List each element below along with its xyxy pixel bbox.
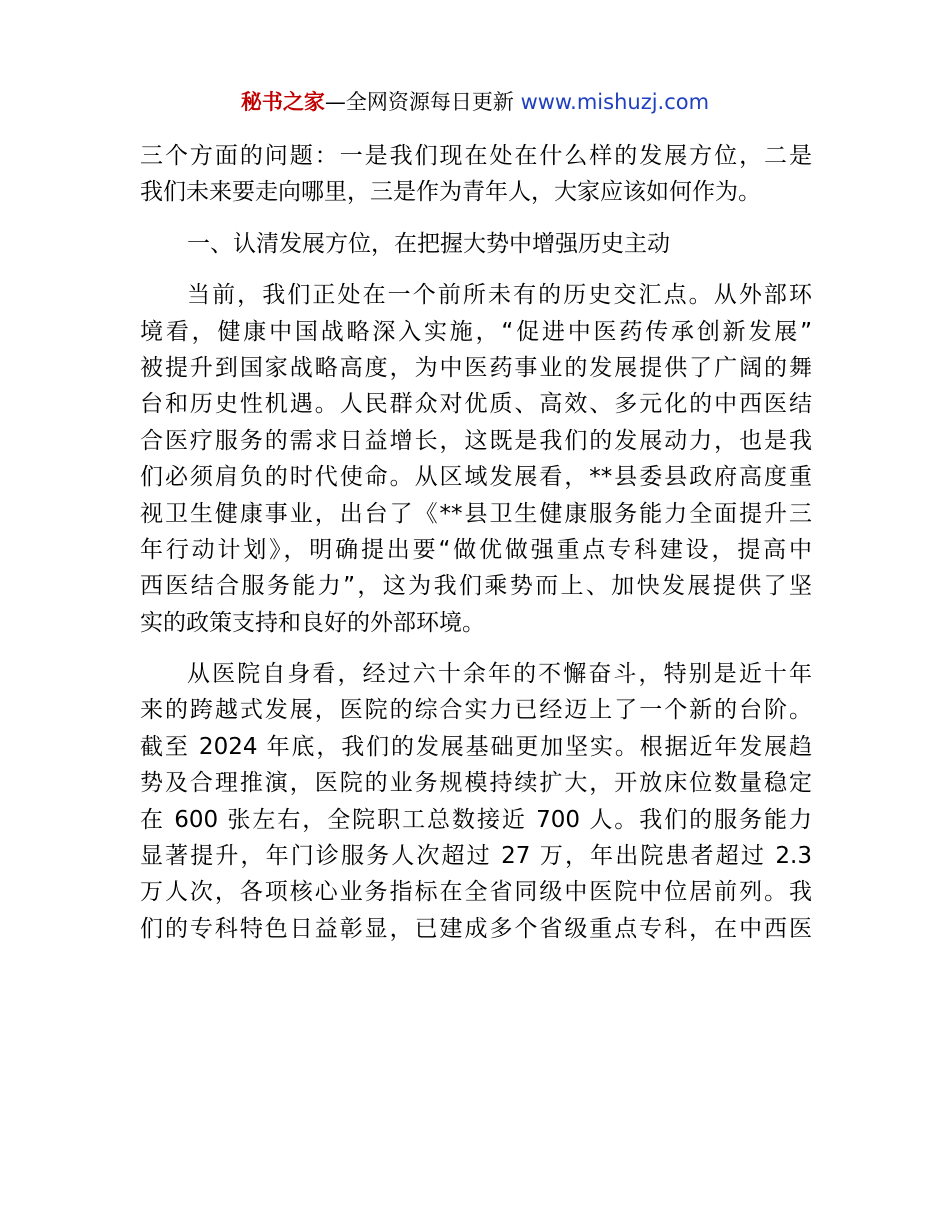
text-line: 境看，健康中国战略深入实施，“促进中医药传承创新发展” [140, 318, 812, 345]
section-heading [140, 226, 812, 262]
text-line: 们的专科特色日益彰显，已建成多个省级重点专科，在中西医 [140, 915, 812, 942]
text-line: 在 600 张左右，全院职工总数接近 700 人。我们的服务能力 [140, 806, 812, 833]
text-line: 台和历史性机遇。人民群众对优质、高效、多元化的中西医结 [140, 391, 812, 418]
site-url-link[interactable]: www.mishuzj.com [520, 90, 710, 114]
text-line: 视卫生健康事业，出台了《**县卫生健康服务能力全面提升三 [140, 500, 812, 527]
text-line: 合医疗服务的需求日益增长，这既是我们的发展动力，也是我 [140, 427, 812, 454]
section-heading-text: 一、认清发展方位，在把握大势中增强历史主动 [187, 230, 670, 257]
text-line: 我们未来要走向哪里，三是作为青年人，大家应该如何作为。 [140, 179, 761, 206]
text-line: 从医院自身看，经过六十余年的不懈奋斗，特别是近十年 [187, 661, 812, 688]
text-line: 当前，我们正处在一个前所未有的历史交汇点。从外部环 [187, 282, 812, 309]
text-line: 被提升到国家战略高度，为中医药事业的发展提供了广阔的舞 [140, 354, 812, 381]
text-line: 年行动计划》，明确提出要“做优做强重点专科建设，提高中 [140, 536, 812, 563]
text-line: 三个方面的问题：一是我们现在处在什么样的发展方位，二是 [140, 143, 812, 169]
text-line: 西医结合服务能力”，这为我们乘势而上、加快发展提供了坚 [140, 573, 812, 600]
text-line: 实的政策支持和良好的外部环境。 [140, 609, 485, 636]
document-body [140, 138, 812, 947]
paragraph-hospital-status [140, 656, 812, 947]
header-tagline: —全网资源每日更新 [324, 90, 521, 114]
text-line: 势及合理推演，医院的业务规模持续扩大，开放床位数量稳定 [140, 770, 812, 797]
brand-name: 秘书之家 [240, 90, 325, 114]
text-line: 来的跨越式发展，医院的综合实力已经迈上了一个新的台阶。 [140, 697, 812, 724]
page-header [0, 86, 950, 118]
text-line: 截至 2024 年底，我们的发展基础更加坚实。根据近年发展趋 [140, 733, 812, 760]
text-line: 显著提升，年门诊服务人次超过 27 万，年出院患者超过 2.3 [140, 843, 812, 870]
text-line: 们必须肩负的时代使命。从区域发展看，**县委县政府高度重 [140, 464, 812, 491]
paragraph-external-environment [140, 277, 812, 641]
text-line: 万人次，各项核心业务指标在全省同级中医院中位居前列。我 [140, 879, 812, 906]
paragraph-intro-continued [140, 138, 812, 211]
